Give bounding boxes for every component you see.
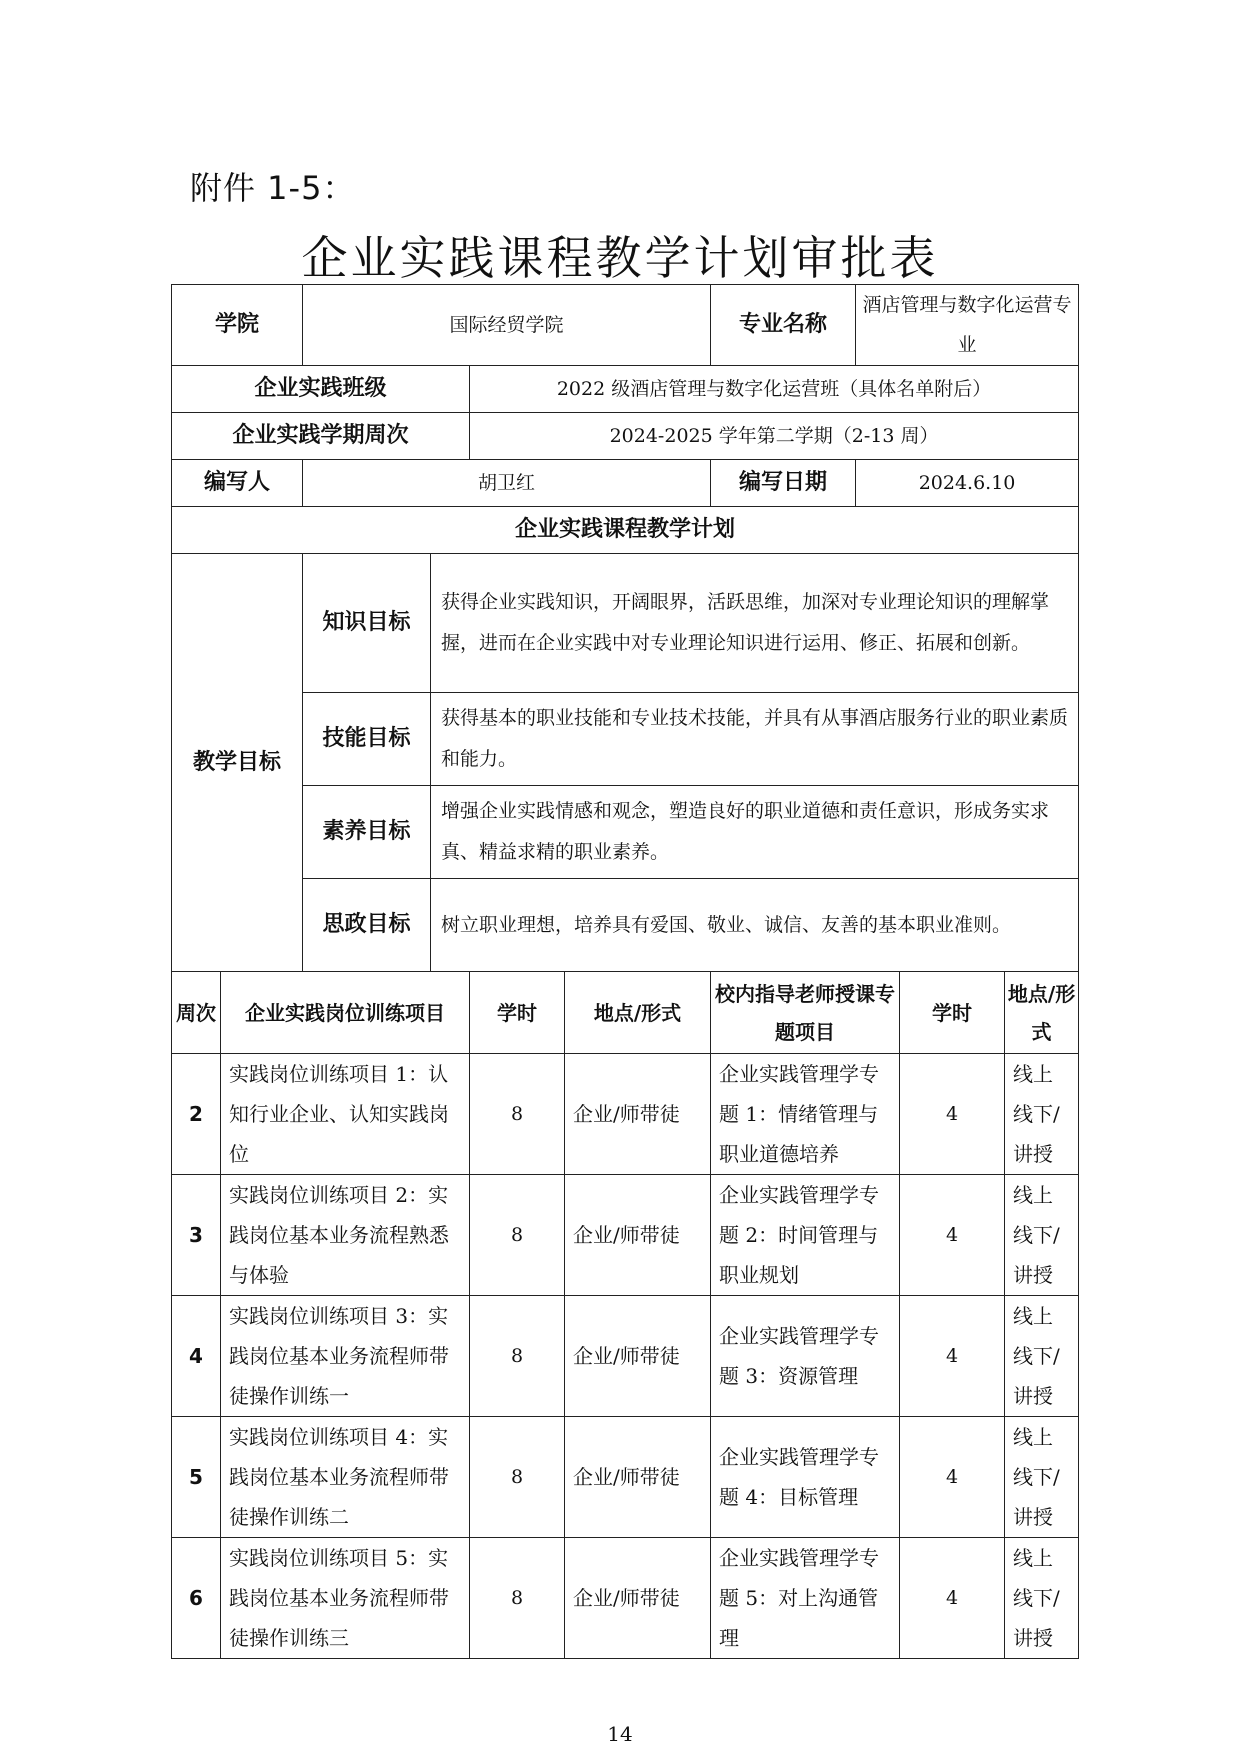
attachment-label: 附件 1-5： xyxy=(190,169,356,207)
goal-text: 树立职业理想，培养具有爱国、敬业、诚信、友善的基本职业准则。 xyxy=(431,879,1079,972)
project-cell: 实践岗位训练项目 5：实践岗位基本业务流程师带徒操作训练三 xyxy=(221,1538,470,1659)
week-number: 6 xyxy=(172,1538,221,1659)
college-value: 国际经贸学院 xyxy=(303,285,711,366)
hours-cell: 4 xyxy=(900,1417,1005,1538)
goal-text: 获得基本的职业技能和专业技术技能，并具有从事酒店服务行业的职业素质和能力。 xyxy=(431,693,1079,786)
header-hours: 学时 xyxy=(900,972,1005,1054)
college-label: 学院 xyxy=(172,285,303,366)
table-row xyxy=(172,1175,1079,1296)
class-value: 2022 级酒店管理与数字化运营班（具体名单附后） xyxy=(470,366,1079,413)
project-cell: 实践岗位训练项目 3：实践岗位基本业务流程师带徒操作训练一 xyxy=(221,1296,470,1417)
goal-name: 素养目标 xyxy=(303,786,431,879)
term-label: 企业实践学期周次 xyxy=(172,413,470,460)
author-label: 编写人 xyxy=(172,460,303,507)
header-place: 地点/形式 xyxy=(1005,972,1079,1054)
project-cell: 实践岗位训练项目 2：实践岗位基本业务流程熟悉与体验 xyxy=(221,1175,470,1296)
header-topic: 校内指导老师授课专题项目 xyxy=(711,972,900,1054)
hours-cell: 8 xyxy=(470,1175,565,1296)
table-row xyxy=(172,1054,1079,1175)
hours-cell: 8 xyxy=(470,1296,565,1417)
major-value: 酒店管理与数字化运营专业 xyxy=(856,285,1079,366)
project-cell: 实践岗位训练项目 4：实践岗位基本业务流程师带徒操作训练二 xyxy=(221,1417,470,1538)
hours-cell: 4 xyxy=(900,1054,1005,1175)
place-cell: 线上线下/讲授 xyxy=(1005,1175,1079,1296)
hours-cell: 4 xyxy=(900,1296,1005,1417)
place-cell: 企业/师带徒 xyxy=(565,1538,711,1659)
place-cell: 企业/师带徒 xyxy=(565,1417,711,1538)
week-number: 5 xyxy=(172,1417,221,1538)
week-number: 2 xyxy=(172,1054,221,1175)
place-cell: 线上线下/讲授 xyxy=(1005,1417,1079,1538)
topic-cell: 企业实践管理学专题 2：时间管理与职业规划 xyxy=(711,1175,900,1296)
place-cell: 企业/师带徒 xyxy=(565,1296,711,1417)
date-value: 2024.6.10 xyxy=(856,460,1079,507)
header-place: 地点/形式 xyxy=(565,972,711,1054)
topic-cell: 企业实践管理学专题 1：情绪管理与职业道德培养 xyxy=(711,1054,900,1175)
week-number: 3 xyxy=(172,1175,221,1296)
hours-cell: 4 xyxy=(900,1538,1005,1659)
goals-label: 教学目标 xyxy=(172,554,303,972)
goal-name: 技能目标 xyxy=(303,693,431,786)
term-value: 2024-2025 学年第二学期（2-13 周） xyxy=(470,413,1079,460)
header-project: 企业实践岗位训练项目 xyxy=(221,972,470,1054)
hours-cell: 8 xyxy=(470,1054,565,1175)
place-cell: 线上线下/讲授 xyxy=(1005,1054,1079,1175)
page-number: 14 xyxy=(607,1722,633,1746)
topic-cell: 企业实践管理学专题 4：目标管理 xyxy=(711,1417,900,1538)
table-row xyxy=(172,1296,1079,1417)
week-number: 4 xyxy=(172,1296,221,1417)
goal-name: 思政目标 xyxy=(303,879,431,972)
table-row xyxy=(172,1417,1079,1538)
place-cell: 线上线下/讲授 xyxy=(1005,1538,1079,1659)
topic-cell: 企业实践管理学专题 3：资源管理 xyxy=(711,1296,900,1417)
goal-text: 获得企业实践知识，开阔眼界，活跃思维，加深对专业理论知识的理解掌握，进而在企业实践中对专业理论知识进行运用、修正、拓展和创新。 xyxy=(431,554,1079,693)
goal-name: 知识目标 xyxy=(303,554,431,693)
class-label: 企业实践班级 xyxy=(172,366,470,413)
hours-cell: 4 xyxy=(900,1175,1005,1296)
table-row xyxy=(172,1538,1079,1659)
goal-text: 增强企业实践情感和观念，塑造良好的职业道德和责任意识，形成务实求真、精益求精的职业素养。 xyxy=(431,786,1079,879)
plan-title: 企业实践课程教学计划 xyxy=(172,507,1079,554)
project-cell: 实践岗位训练项目 1：认知行业企业、认知实践岗位 xyxy=(221,1054,470,1175)
place-cell: 企业/师带徒 xyxy=(565,1175,711,1296)
major-label: 专业名称 xyxy=(711,285,856,366)
topic-cell: 企业实践管理学专题 5：对上沟通管理 xyxy=(711,1538,900,1659)
author-value: 胡卫红 xyxy=(303,460,711,507)
place-cell: 线上线下/讲授 xyxy=(1005,1296,1079,1417)
approval-form-table xyxy=(171,284,1079,1659)
header-hours: 学时 xyxy=(470,972,565,1054)
hours-cell: 8 xyxy=(470,1538,565,1659)
hours-cell: 8 xyxy=(470,1417,565,1538)
place-cell: 企业/师带徒 xyxy=(565,1054,711,1175)
date-label: 编写日期 xyxy=(711,460,856,507)
header-week: 周次 xyxy=(172,972,221,1054)
page-title: 企业实践课程教学计划审批表 xyxy=(301,231,939,285)
